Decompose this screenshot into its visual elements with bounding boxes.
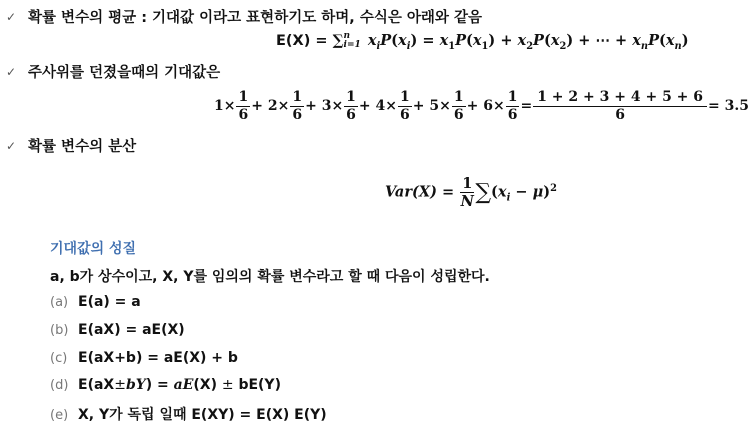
sum-fraction: $\frac{1 + 2 + 3 + 4 + 5 + 6}{6}$ xyxy=(533,90,707,122)
bullet-dice-text: 주사위를 던졌을때의 기대값은 xyxy=(28,65,221,81)
formula-dice: 1× $\frac{1}{6}$ + 2× $\frac{1}{6}$ + 3× $\frac{1}{6}$ + 4× $\frac{1}{6}$ + 5× $\frac{1}{6}$ + 6× $\frac{1}{6}$ = $\frac{1 + 2 + 3 + 4 + 5 + 6}{6}$ = 3.5 xyxy=(214,89,749,123)
plus: + xyxy=(305,98,317,115)
sub-one: 1 xyxy=(481,40,489,52)
sum-symbol: ∑ xyxy=(332,32,344,49)
list-item xyxy=(50,350,238,366)
check-icon: ✓ xyxy=(6,64,17,79)
var-p: P xyxy=(455,32,466,49)
item-text: bY xyxy=(125,377,146,393)
times: × xyxy=(385,98,398,115)
item-text: = xyxy=(152,377,174,393)
var-mu: μ xyxy=(532,183,544,201)
var-x: x xyxy=(398,32,407,49)
list-item xyxy=(50,322,185,338)
item-label: (d) xyxy=(50,378,69,393)
dots: ⋯ xyxy=(595,32,610,49)
bullet-mean-text: 확률 변수의 평균 : 기대값 이라고 표현하기도 하며, 수식은 아래와 같음 xyxy=(28,10,482,26)
fraction: $\frac{1}{6}$ xyxy=(507,89,518,123)
check-icon: ✓ xyxy=(6,9,17,24)
var-x: x xyxy=(497,183,507,201)
item-label: (b) xyxy=(50,323,69,338)
var-x: x xyxy=(367,32,377,49)
fraction: $\frac{1}{6}$ xyxy=(346,89,356,123)
var-x: x xyxy=(665,32,675,49)
var-lhs: Var(X) xyxy=(385,183,437,201)
formula-eq: = xyxy=(442,183,455,201)
check-icon: ✓ xyxy=(6,138,17,153)
bullet-variance xyxy=(6,135,136,156)
item-label: (e) xyxy=(50,408,69,423)
bullet-variance-text: 확률 변수의 분산 xyxy=(28,139,137,155)
bullet-dice xyxy=(6,61,220,82)
plus: + xyxy=(615,32,628,49)
dice-term: 3 xyxy=(321,98,332,115)
paren-close: ) xyxy=(543,183,551,201)
plus: + xyxy=(500,32,513,49)
plus: + xyxy=(412,98,425,115)
dice-term: 4 xyxy=(375,98,386,115)
sub-n: n xyxy=(640,40,649,52)
var-i: i xyxy=(376,40,381,52)
times: × xyxy=(277,98,290,115)
dice-term: 2 xyxy=(267,98,278,115)
var-x: x xyxy=(517,32,527,49)
var-x: x xyxy=(550,32,560,49)
plus: + xyxy=(358,98,371,115)
item-text: (X) xyxy=(193,377,222,393)
minus: − xyxy=(515,183,528,201)
dice-result: = 3.5 xyxy=(708,98,749,115)
plus: + xyxy=(466,98,479,115)
item-text: X, Y가 독립 일때 E(XY) = E(X) E(Y) xyxy=(78,407,327,423)
plus-minus: ± xyxy=(221,377,234,393)
dice-term: 1 xyxy=(214,98,224,115)
list-item xyxy=(50,377,281,393)
var-x: x xyxy=(472,32,482,49)
paren-open: ( xyxy=(491,183,498,201)
item-label: (a) xyxy=(50,295,69,310)
formula-eq: = xyxy=(422,32,435,49)
item-label: (c) xyxy=(50,351,68,366)
bullet-mean xyxy=(6,6,482,27)
formula-expected-value: E(X) = ∑ n i=1 $x_iP(x_i) = x_1P(x_1) + x_2P(x_2)$ + ⋯ + $x_nP(x_n)$ xyxy=(276,31,689,52)
sub-two: 2 xyxy=(526,40,534,52)
item-text: E(aX xyxy=(78,377,115,393)
sum-upper: n xyxy=(343,31,351,41)
item-text: E(a) = a xyxy=(78,294,141,310)
variance-fraction: $\frac{1}{N}$ xyxy=(460,175,474,211)
sub-two: 2 xyxy=(559,40,567,52)
list-item xyxy=(50,294,141,310)
plus: + xyxy=(578,32,591,49)
dice-term: 6 xyxy=(483,98,493,115)
formula-variance xyxy=(385,176,557,209)
formula-eq: = xyxy=(315,32,328,49)
times: × xyxy=(223,98,236,115)
plus-minus: ± xyxy=(114,377,126,393)
times: × xyxy=(331,98,344,115)
item-text: aE xyxy=(173,377,194,393)
fraction: $\frac{1}{6}$ xyxy=(453,89,464,123)
times: × xyxy=(492,98,505,115)
var-p: P xyxy=(380,32,392,49)
sum-lower: i=1 xyxy=(343,40,361,50)
var-x: x xyxy=(439,32,449,49)
item-text: E(aX+b) = aE(X) + b xyxy=(78,350,238,366)
fraction: $\frac{1}{6}$ xyxy=(400,89,410,123)
var-i: i xyxy=(406,40,411,52)
sub-n: n xyxy=(674,40,682,52)
formula-lhs: E(X) xyxy=(276,33,311,49)
dice-term: 5 xyxy=(429,98,440,115)
var-p: P xyxy=(533,32,544,49)
item-text: E(aX) = aE(X) xyxy=(78,322,185,338)
var-i: i xyxy=(506,192,511,204)
section-title: 기대값의 성질 xyxy=(50,241,137,257)
fraction: $\frac{1}{6}$ xyxy=(238,89,249,123)
list-item xyxy=(50,404,327,424)
fraction: $\frac{1}{6}$ xyxy=(292,89,303,123)
var-x: x xyxy=(632,32,641,49)
var-p: P xyxy=(648,32,659,49)
sub-one: 1 xyxy=(448,40,456,52)
sum-symbol: ∑ xyxy=(475,180,492,206)
square: 2 xyxy=(550,182,557,194)
item-text: bE(Y) xyxy=(233,377,281,393)
item-text: ) xyxy=(145,377,153,393)
times: × xyxy=(439,98,451,115)
section-description: a, b가 상수이고, X, Y를 임의의 확률 변수라고 할 때 다음이 성립한다. xyxy=(50,269,490,285)
plus: + xyxy=(251,98,263,115)
